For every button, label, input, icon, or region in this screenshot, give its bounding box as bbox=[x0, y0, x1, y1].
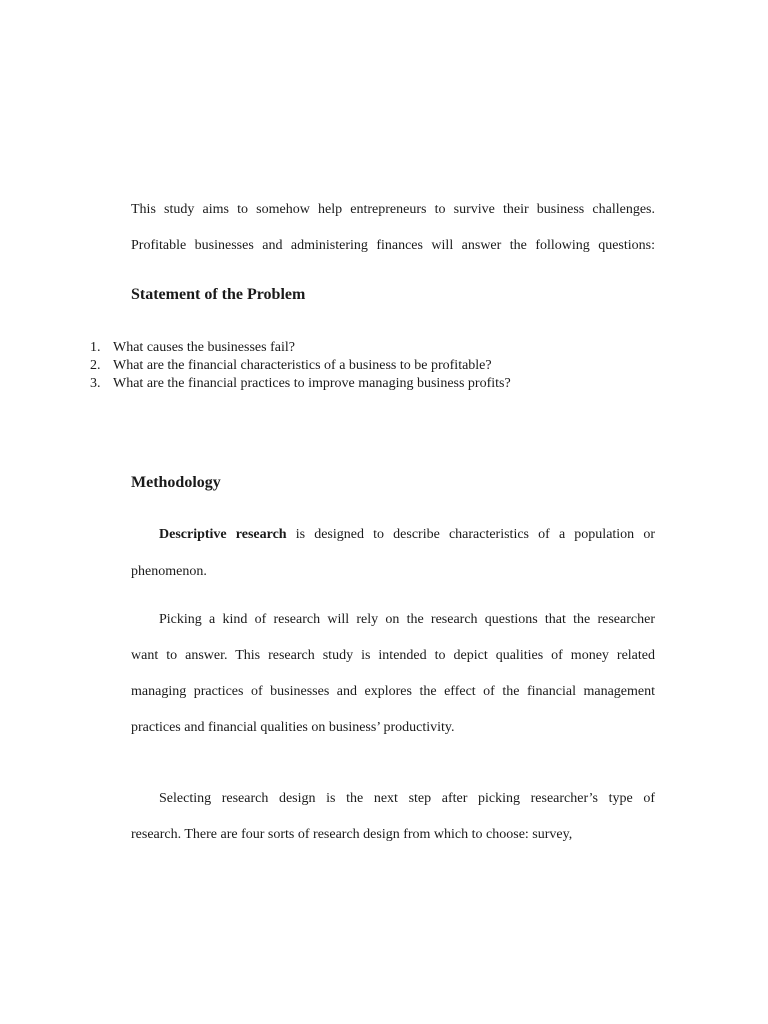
methodology-paragraph-3-line-2: research. There are four sorts of research design from which to choose: survey, bbox=[131, 827, 573, 842]
methodology-paragraph-2-line-4: practices and financial qualities on business’ productivity. bbox=[131, 720, 455, 735]
paragraph-text: is designed to describe characteristics of a population or bbox=[286, 527, 655, 542]
descriptive-research-term: Descriptive research bbox=[159, 527, 287, 542]
list-item-number: 1. bbox=[90, 340, 101, 355]
problem-heading: Statement of the Problem bbox=[131, 286, 306, 303]
methodology-paragraph-2-line-3: managing practices of businesses and explores the effect of the financial management bbox=[131, 684, 655, 699]
list-item-text: What are the financial characteristics of a business to be profitable? bbox=[113, 358, 492, 373]
list-item-text: What causes the businesses fail? bbox=[113, 340, 295, 355]
methodology-heading: Methodology bbox=[131, 474, 221, 491]
intro-line-1: This study aims to somehow help entrepreneurs to survive their business challenges. bbox=[131, 202, 655, 217]
methodology-paragraph-2-line-1: Picking a kind of research will rely on the research questions that the researcher bbox=[159, 612, 655, 627]
methodology-paragraph-1-line-2: phenomenon. bbox=[131, 564, 207, 579]
list-item bbox=[90, 357, 511, 375]
list-item-number: 3. bbox=[90, 376, 101, 391]
methodology-paragraph-3-line-1: Selecting research design is the next step after picking researcher’s type of bbox=[159, 791, 655, 806]
intro-line-2: Profitable businesses and administering finances will answer the following questions: bbox=[131, 238, 655, 253]
list-item-text: What are the financial practices to improve managing business profits? bbox=[113, 376, 511, 391]
methodology-paragraph-1-line-1 bbox=[159, 526, 655, 544]
list-item bbox=[90, 375, 511, 393]
list-item bbox=[90, 339, 511, 357]
methodology-paragraph-2-line-2: want to answer. This research study is intended to depict qualities of money related bbox=[131, 648, 655, 663]
list-item-number: 2. bbox=[90, 358, 101, 373]
problem-list bbox=[90, 339, 511, 393]
